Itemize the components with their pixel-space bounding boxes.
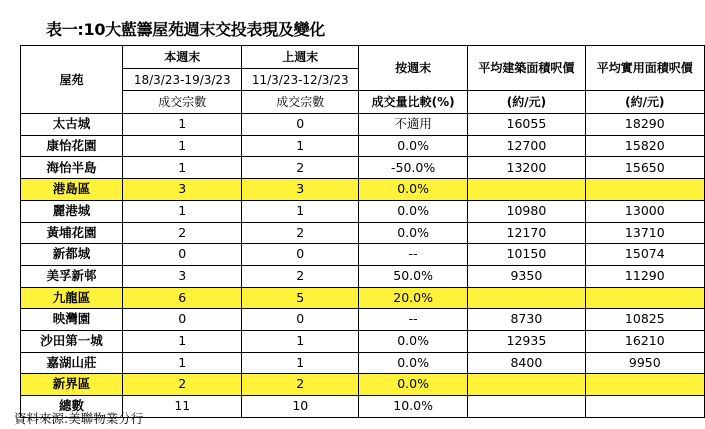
estate-cell: 麗港城 [21,200,123,222]
change-cell: 0.0% [359,135,468,157]
gross-price-cell: 12700 [468,135,585,157]
estate-cell: 總數 [21,396,123,418]
last-weekend-count-cell: 1 [242,200,359,222]
change-cell: 0.0% [359,330,468,352]
this-weekend-count-cell: 2 [123,374,242,396]
gross-price-cell: 13200 [468,157,585,179]
this-weekend-count-cell: 1 [123,200,242,222]
table-row [21,265,705,287]
last-weekend-count-cell: 0 [242,114,359,136]
saleable-price-cell: 11290 [585,265,704,287]
gross-price-cell: 12170 [468,222,585,244]
district-subtotal-row [21,179,705,201]
district-subtotal-row [21,287,705,309]
gross-price-cell: 16055 [468,114,585,136]
saleable-price-cell: 13710 [585,222,704,244]
this-weekend-count-cell: 3 [123,265,242,287]
saleable-price-cell [585,179,704,201]
saleable-price-cell [585,396,704,418]
gross-price-cell: 10150 [468,244,585,266]
estate-cell: 新界區 [21,374,123,396]
last-weekend-count-cell: 2 [242,374,359,396]
this-weekend-count-cell: 3 [123,179,242,201]
table-row [21,222,705,244]
last-weekend-count-cell: 1 [242,352,359,374]
header-last-weekend: 上週末 [242,46,359,69]
header-estate: 屋苑 [21,46,123,114]
table-row [21,244,705,266]
table-row [21,352,705,374]
estate-cell: 康怡花園 [21,135,123,157]
change-cell: -- [359,244,468,266]
table-row [21,114,705,136]
change-cell: -50.0% [359,157,468,179]
last-weekend-count-cell: 0 [242,309,359,331]
table-row [21,200,705,222]
change-cell: 0.0% [359,374,468,396]
last-weekend-count-cell: 10 [242,396,359,418]
estate-cell: 九龍區 [21,287,123,309]
saleable-price-cell: 13000 [585,200,704,222]
table-title: 表一:10大藍籌屋苑週末交投表現及變化 [46,20,325,39]
header-wow-1: 按週末 [359,46,468,91]
source-note: 資料來源:美聯物業分行 [14,411,144,426]
district-subtotal-row [21,374,705,396]
estate-cell: 美孚新邨 [21,265,123,287]
saleable-price-cell: 9950 [585,352,704,374]
last-weekend-count-cell: 0 [242,244,359,266]
change-cell: 50.0% [359,265,468,287]
last-weekend-count-cell: 5 [242,287,359,309]
header-last-count: 成交宗數 [242,91,359,114]
transactions-table [20,45,705,418]
this-weekend-count-cell: 0 [123,309,242,331]
last-weekend-count-cell: 1 [242,330,359,352]
this-weekend-count-cell: 6 [123,287,242,309]
change-cell: 不適用 [359,114,468,136]
this-weekend-count-cell: 0 [123,244,242,266]
header-this-count: 成交宗數 [123,91,242,114]
last-weekend-count-cell: 2 [242,157,359,179]
this-weekend-count-cell: 1 [123,135,242,157]
table-row [21,135,705,157]
header-gross-1: 平均建築面積呎價 [468,46,585,91]
saleable-price-cell [585,287,704,309]
this-weekend-count-cell: 11 [123,396,242,418]
this-weekend-count-cell: 1 [123,157,242,179]
saleable-price-cell [585,374,704,396]
header-last-dates: 11/3/23-12/3/23 [242,68,359,91]
change-cell: 0.0% [359,352,468,374]
gross-price-cell [468,396,585,418]
last-weekend-count-cell: 1 [242,135,359,157]
saleable-price-cell: 10825 [585,309,704,331]
change-cell: 20.0% [359,287,468,309]
this-weekend-count-cell: 1 [123,352,242,374]
header-this-dates: 18/3/23-19/3/23 [123,68,242,91]
gross-price-cell: 12935 [468,330,585,352]
estate-cell: 港島區 [21,179,123,201]
saleable-price-cell: 18290 [585,114,704,136]
change-cell: -- [359,309,468,331]
change-cell: 0.0% [359,222,468,244]
header-saleable-1: 平均實用面積呎價 [585,46,704,91]
estate-cell: 黃埔花園 [21,222,123,244]
saleable-price-cell: 15074 [585,244,704,266]
this-weekend-count-cell: 1 [123,114,242,136]
gross-price-cell [468,374,585,396]
gross-price-cell: 10980 [468,200,585,222]
this-weekend-count-cell: 2 [123,222,242,244]
header-wow-2: 成交量比較(%) [359,91,468,114]
estate-cell: 映灣園 [21,309,123,331]
estate-cell: 海怡半島 [21,157,123,179]
gross-price-cell: 8400 [468,352,585,374]
table-row [21,157,705,179]
estate-cell: 嘉湖山莊 [21,352,123,374]
gross-price-cell: 8730 [468,309,585,331]
saleable-price-cell: 15820 [585,135,704,157]
last-weekend-count-cell: 3 [242,179,359,201]
header-saleable-2: (約/元) [585,91,704,114]
table-row [21,309,705,331]
change-cell: 0.0% [359,200,468,222]
estate-cell: 新都城 [21,244,123,266]
saleable-price-cell: 16210 [585,330,704,352]
this-weekend-count-cell: 1 [123,330,242,352]
table-row [21,330,705,352]
estate-cell: 太古城 [21,114,123,136]
estate-cell: 沙田第一城 [21,330,123,352]
change-cell: 10.0% [359,396,468,418]
change-cell: 0.0% [359,179,468,201]
gross-price-cell: 9350 [468,265,585,287]
gross-price-cell [468,179,585,201]
gross-price-cell [468,287,585,309]
header-gross-2: (約/元) [468,91,585,114]
last-weekend-count-cell: 2 [242,265,359,287]
header-this-weekend: 本週末 [123,46,242,69]
last-weekend-count-cell: 2 [242,222,359,244]
saleable-price-cell: 15650 [585,157,704,179]
